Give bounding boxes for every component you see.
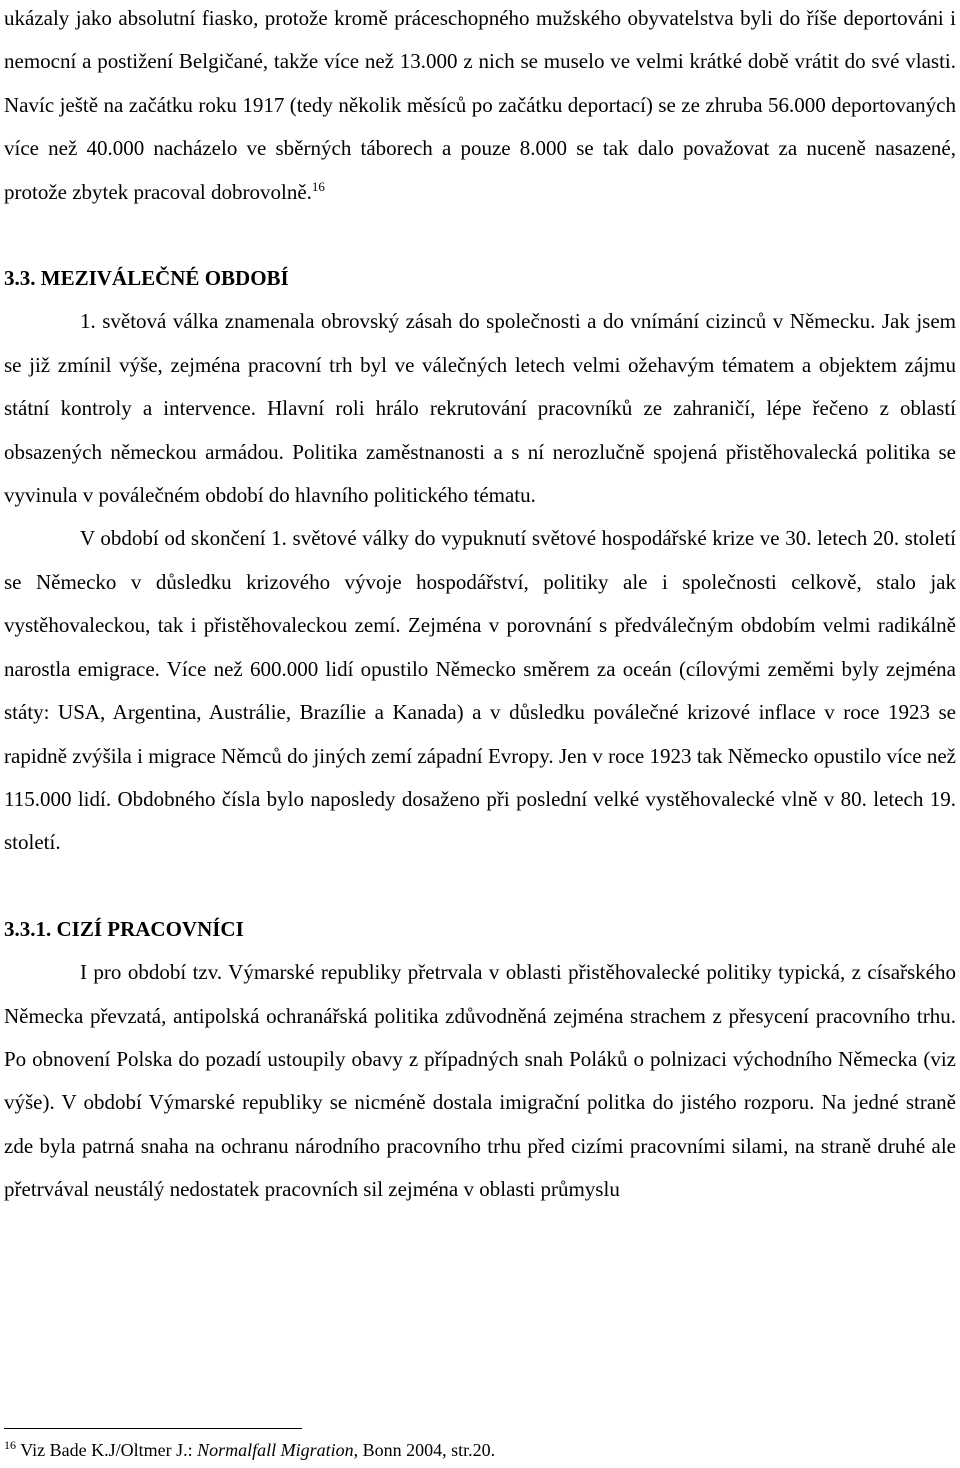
intro-paragraph	[4, 0, 956, 214]
spacer	[4, 214, 956, 257]
section-3-3-1-paragraph-1: I pro období tzv. Výmarské republiky přetrvala v oblasti přistěhovalecké politiky typická, z císařského Německa převzatá, antipolská ochranářská politika zdůvodněná zejména strachem z přesycení pracovního trhu. Po obnovení Polska do pozadí ustoupily obavy z případných snah Poláků o polnizaci východního Německa (viz výše). V období Výmarské republiky se nicméně dostala imigrační politka do jistého rozporu. Na jedné straně zde byla patrná snaha na ochranu národního pracovního trhu před cizími pracovními silami, na straně druhé ale přetrvával neustálý nedostatek pracovních sil zejména v oblasti průmyslu	[4, 960, 956, 1202]
section-3-3-paragraph-2: V období od skončení 1. světové války do vypuknutí světové hospodářské krize ve 30. letech 20. století se Německo v důsledku krizového vývoje hospodářství, politiky ale i společnosti celkově, stalo jak vystěhovaleckou, tak i přistěhovaleckou zemí. Zejména v porovnání s předválečným obdobím velmi radikálně narostla emigrace. Více než 600.000 lidí opustilo Německo směrem za oceán (cílovými zeměmi byly zejména státy: USA, Argentina, Austrálie, Brazílie a Kanada) a v důsledku poválečné krizové inflace v roce 1923 se rapidně zvýšila i migrace Němců do jiných zemí západní Evropy. Jen v roce 1923 tak Německo opustilo více než 115.000 lidí. Obdobného čísla bylo naposledy dosaženo při poslední velké vystěhovalecké vlně v 80. letech 19. století.	[4, 526, 956, 855]
footnote-reference[interactable]: 16	[311, 178, 325, 194]
section-3-3-paragraph-1: 1. světová válka znamenala obrovský zásah do společnosti a do vnímání cizinců v Německu. Jak jsem se již zmínil výše, zejména pracovní trh byl ve válečných letech velmi ožehavým tématem a objektem zájmu státní kontroly a intervence. Hlavní roli hrálo rekrutování pracovníků ze zahraničí, lépe řečeno z oblastí obsazených německou armádou. Politika zaměstnanosti a s ní nerozlučně spojená přistěhovalecká politika se vyvinula v poválečném období do hlavního politického tématu.	[4, 309, 956, 508]
footnote	[4, 1438, 495, 1462]
section-heading-3-3: 3.3. MEZIVÁLEČNÉ OBDOBÍ	[4, 266, 289, 291]
section-heading-3-3-1: 3.3.1. CIZÍ PRACOVNÍCI	[4, 916, 244, 941]
footnote-divider	[4, 1428, 302, 1429]
document-page	[4, 0, 956, 1212]
intro-text: ukázaly jako absolutní fiasko, protože kromě práceschopného mužského obyvatelstva byli do říše deportováni i nemocní a postižení Belgičané, takže více než 13.000 z nich se muselo ve velmi krátké době vrátit do své vlasti. Navíc ještě na začátku roku 1917 (tedy několik měsíců po začátku deportací) se ze zhruba 56.000 deportovaných více než 40.000 nacházelo ve sběrných táborech a pouze 8.000 se tak dalo považovat za nuceně nasazené, protože zbytek pracoval dobrovolně.	[4, 6, 956, 204]
spacer	[4, 865, 956, 908]
footnote-text-before: Viz Bade K.J/Oltmer J.:	[20, 1440, 198, 1460]
footnote-title: Normalfall Migration	[197, 1440, 354, 1460]
footnote-text-after: , Bonn 2004, str.20.	[353, 1440, 496, 1460]
footnote-number: 16	[4, 1438, 16, 1452]
